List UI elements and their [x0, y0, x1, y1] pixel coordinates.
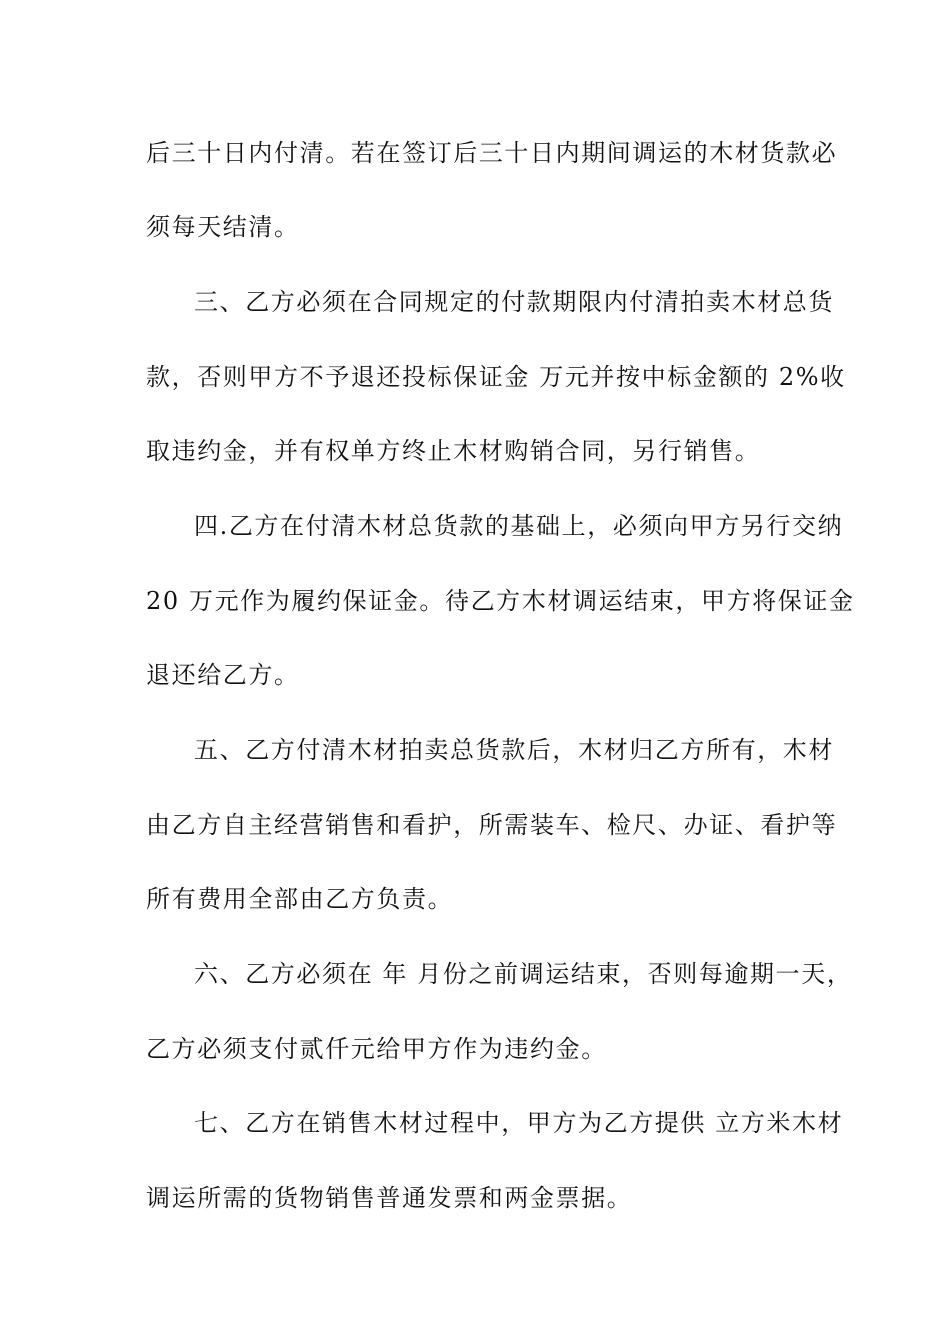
clause-7-line: 调运所需的货物销售普通发票和两金票据。 [146, 1184, 633, 1212]
clause-5-line: 五、乙方付清木材拍卖总货款后，木材归乙方所有，木材 [194, 736, 834, 764]
paragraph-line: 须每天结清。 [146, 213, 300, 241]
clause-6-line: 乙方必须支付贰仟元给甲方作为违约金。 [146, 1035, 607, 1063]
clause-4-line: 20 万元作为履约保证金。待乙方木材调运结束，甲方将保证金 [146, 587, 855, 615]
clause-5-line: 所有费用全部由乙方负责。 [146, 885, 454, 913]
clause-6-line: 六、乙方必须在 年 月份之前调运结束，否则每逾期一天， [194, 960, 853, 988]
clause-4-line: 四.乙方在付清木材总货款的基础上，必须向甲方另行交纳 [194, 512, 844, 540]
clause-5-line: 由乙方自主经营销售和看护，所需装车、检尺、办证、看护等 [146, 811, 838, 839]
clause-3-line: 取违约金，并有权单方终止木材购销合同，另行销售。 [146, 437, 761, 465]
paragraph-line: 后三十日内付清。若在签订后三十日内期间调运的木材货款必 [146, 139, 838, 167]
clause-3-line: 款，否则甲方不予退还投标保证金 万元并按中标金额的 2%收 [146, 363, 846, 391]
clause-7-line: 七、乙方在销售木材过程中，甲方为乙方提供 立方米木材 [194, 1109, 844, 1137]
clause-3-line: 三、乙方必须在合同规定的付款期限内付清拍卖木材总货 [194, 288, 834, 316]
clause-4-line: 退还给乙方。 [146, 661, 300, 689]
